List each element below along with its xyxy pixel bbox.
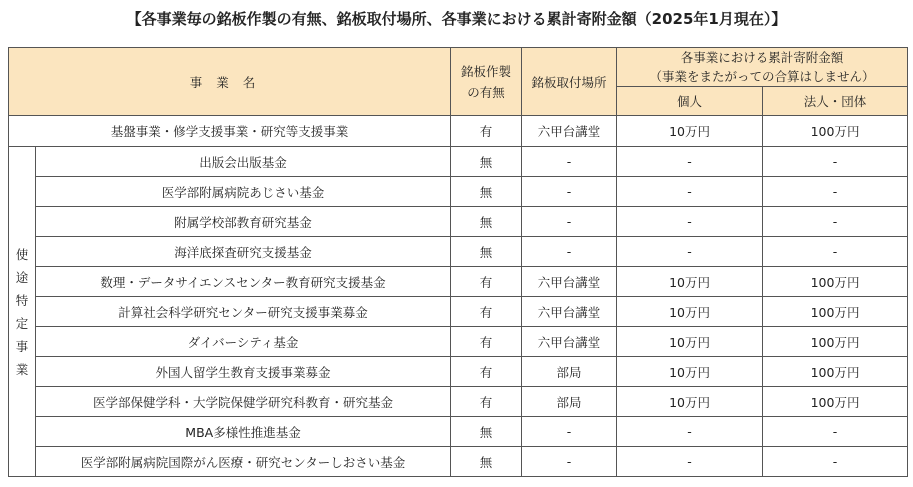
row-individual: - [617, 147, 763, 177]
row-corporate: - [763, 417, 908, 447]
header-row-1 [9, 48, 908, 87]
row-name: 海洋底探査研究支援基金 [36, 237, 451, 267]
donation-plate-table [8, 47, 908, 477]
row-individual: 10万円 [617, 327, 763, 357]
row-location: - [522, 147, 617, 177]
row-name: 基盤事業・修学支援事業・研究等支援事業 [9, 116, 451, 147]
table-row [9, 237, 908, 267]
row-corporate: 100万円 [763, 387, 908, 417]
row-individual: 10万円 [617, 267, 763, 297]
row-corporate: - [763, 207, 908, 237]
side-category-text: 使途特定事業 [15, 246, 29, 377]
row-plate: 無 [451, 207, 522, 237]
row-individual: - [617, 177, 763, 207]
row-corporate: - [763, 177, 908, 207]
row-plate: 有 [451, 297, 522, 327]
row-plate: 無 [451, 147, 522, 177]
row-corporate: 100万円 [763, 327, 908, 357]
header-project-name [9, 48, 451, 116]
row-location: 六甲台講堂 [522, 297, 617, 327]
header-project-name-label: 事業名 [189, 74, 270, 90]
side-category-label [9, 147, 36, 477]
table-row [9, 177, 908, 207]
row-location: - [522, 447, 617, 477]
row-individual: 10万円 [617, 297, 763, 327]
header-individual: 個人 [617, 87, 763, 116]
row-individual: 10万円 [617, 357, 763, 387]
row-location: 六甲台講堂 [522, 116, 617, 147]
row-corporate: 100万円 [763, 267, 908, 297]
table-row [9, 417, 908, 447]
row-location: 部局 [522, 387, 617, 417]
header-cumulative-line1: 各事業における累計寄附金額 [680, 50, 844, 65]
row-location: 六甲台講堂 [522, 267, 617, 297]
row-name: 数理・データサイエンスセンター教育研究支援基金 [36, 267, 451, 297]
row-corporate: - [763, 447, 908, 477]
row-plate: 無 [451, 177, 522, 207]
row-individual: 10万円 [617, 387, 763, 417]
row-plate: 無 [451, 417, 522, 447]
header-cumulative [617, 48, 908, 87]
row-corporate: - [763, 237, 908, 267]
row-name: 医学部附属病院国際がん医療・研究センターしおさい基金 [36, 447, 451, 477]
row-name: MBA多様性推進基金 [36, 417, 451, 447]
header-plate [451, 48, 522, 116]
row-name: 外国人留学生教育支援事業募金 [36, 357, 451, 387]
row-location: - [522, 177, 617, 207]
table-row [9, 357, 908, 387]
row-location: - [522, 417, 617, 447]
table-row [9, 387, 908, 417]
row-name: 医学部保健学科・大学院保健学研究科教育・研究基金 [36, 387, 451, 417]
row-individual: - [617, 447, 763, 477]
row-plate: 有 [451, 327, 522, 357]
header-plate-line2: の有無 [467, 84, 505, 100]
table-row [9, 327, 908, 357]
row-corporate: 100万円 [763, 116, 908, 147]
table-row [9, 447, 908, 477]
row-plate: 無 [451, 237, 522, 267]
row-plate: 有 [451, 387, 522, 417]
row-location: 六甲台講堂 [522, 327, 617, 357]
row-corporate: - [763, 147, 908, 177]
row-corporate: 100万円 [763, 297, 908, 327]
row-plate: 有 [451, 116, 522, 147]
row-location: - [522, 237, 617, 267]
table-row [9, 147, 908, 177]
row-name: 計算社会科学研究センター研究支援事業募金 [36, 297, 451, 327]
row-individual: - [617, 237, 763, 267]
row-plate: 無 [451, 447, 522, 477]
table-row [9, 207, 908, 237]
table-row [9, 267, 908, 297]
header-cumulative-line2: （事業をまたがっての合算はしません） [649, 69, 875, 84]
table-row-basic [9, 116, 908, 147]
table-row [9, 297, 908, 327]
row-name: 出版会出版基金 [36, 147, 451, 177]
row-name: 附属学校部教育研究基金 [36, 207, 451, 237]
row-individual: - [617, 417, 763, 447]
row-plate: 有 [451, 357, 522, 387]
page-title: 【各事業毎の銘板作製の有無、銘板取付場所、各事業における累計寄附金額（2025年1月現在）】 [126, 10, 787, 28]
row-plate: 有 [451, 267, 522, 297]
header-location: 銘板取付場所 [522, 48, 617, 116]
row-individual: - [617, 207, 763, 237]
row-name: 医学部附属病院あじさい基金 [36, 177, 451, 207]
header-plate-line1: 銘板作製 [461, 63, 512, 79]
row-name: ダイバーシティ基金 [36, 327, 451, 357]
header-corporate: 法人・団体 [763, 87, 908, 116]
row-individual: 10万円 [617, 116, 763, 147]
row-corporate: 100万円 [763, 357, 908, 387]
row-location: - [522, 207, 617, 237]
row-location: 部局 [522, 357, 617, 387]
